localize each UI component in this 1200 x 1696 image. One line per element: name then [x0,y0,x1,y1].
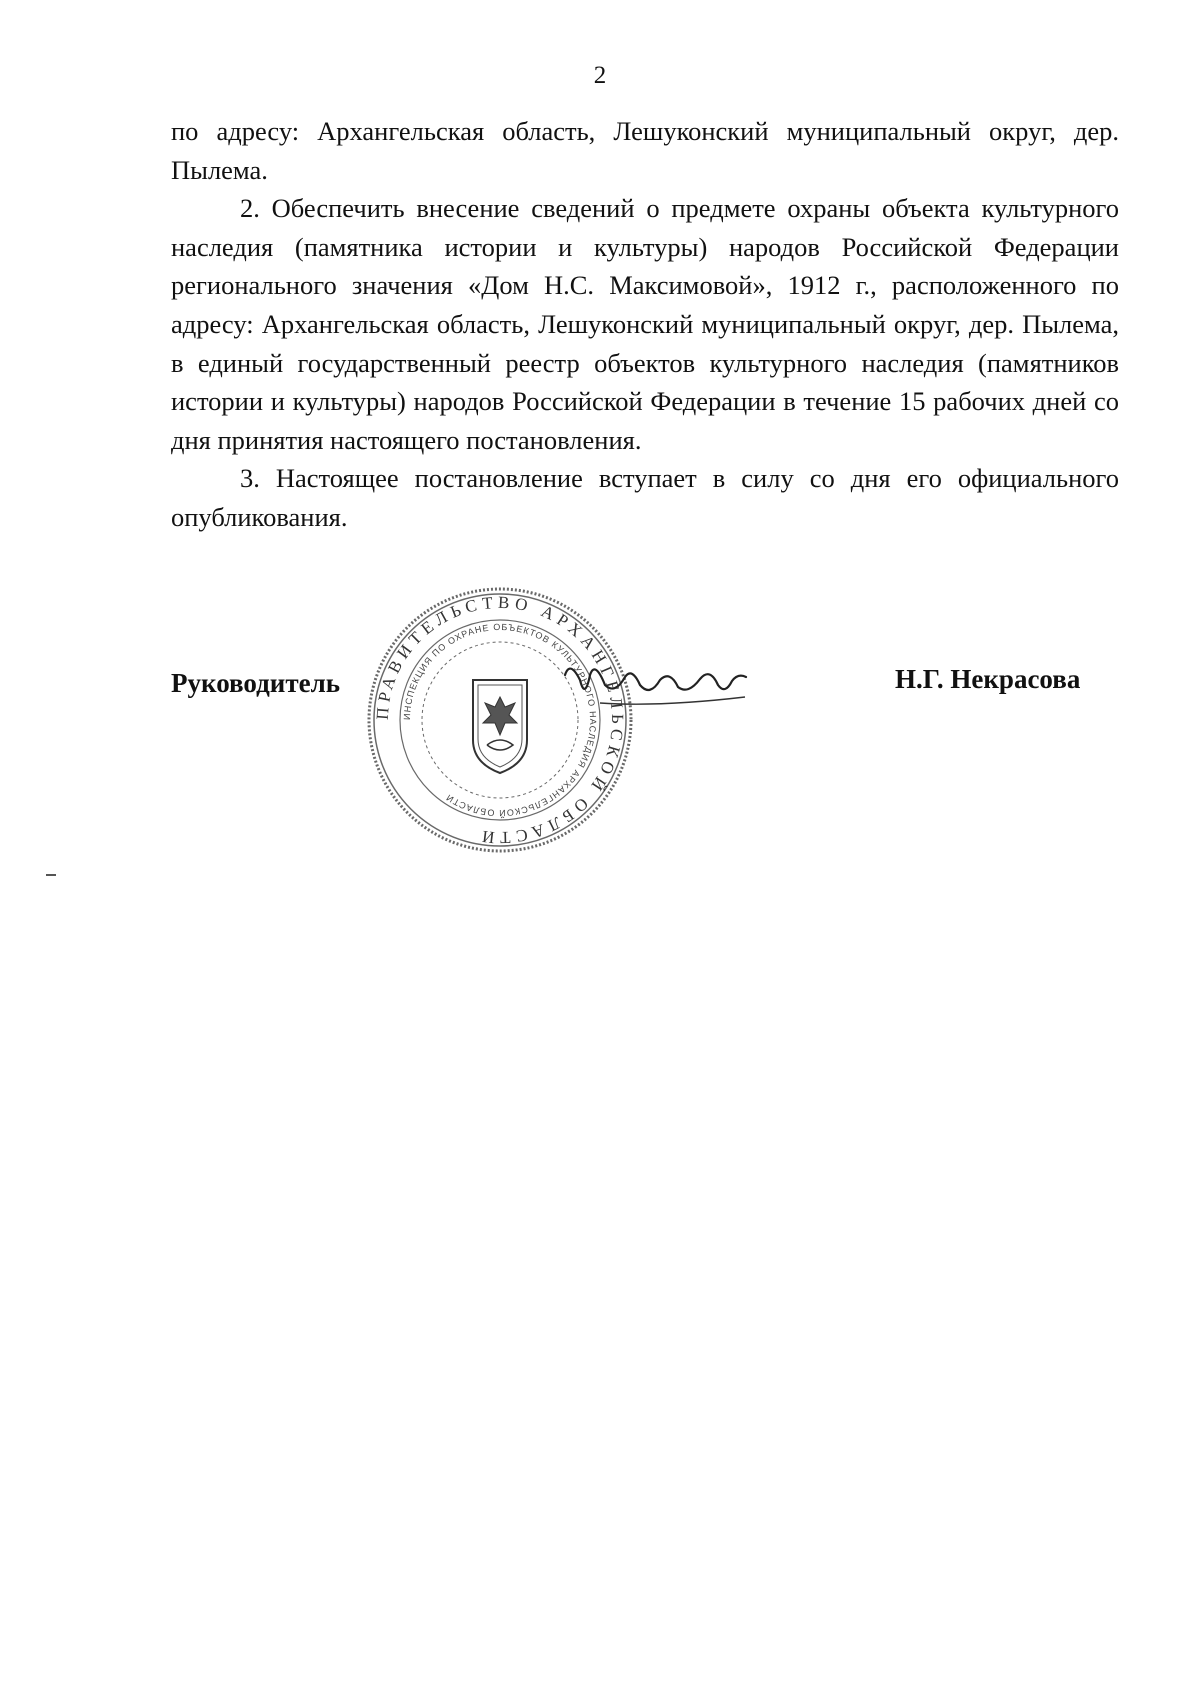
paragraph-3: 3. Настоящее постановление вступает в силу со дня его официального опубликования. [171,463,1119,532]
seal-inner-text: ИНСПЕКЦИЯ ПО ОХРАНЕ ОБЪЕКТОВ КУЛЬТУРНОГО НАСЛЕДИЯ АРХАНГЕЛЬСКОЙ ОБЛАСТИ [401,621,599,819]
document-body [171,112,1119,537]
coat-of-arms-icon [473,680,527,773]
page-number: 2 [593,62,607,89]
signatory-title: Руководитель [171,668,341,698]
signatory-name: Н.Г. Некрасова [895,664,1081,694]
paragraph-1: по адресу: Архангельская область, Лешуконский муниципальный округ, дер. Пылема. [171,116,1119,185]
seal-outer-text: ПРАВИТЕЛЬСТВО АРХАНГЕЛЬСКОЙ ОБЛАСТИ [372,592,628,848]
handwritten-signature [560,655,750,725]
scan-artifact [46,874,56,876]
paragraph-2: 2. Обеспечить внесение сведений о предмете охраны объекта культурного наследия (памятника истории и культуры) народов Российской Федерации регионального значения «Дом Н.С. Максимовой», 1912 г., расположенного по адресу: Архангельская область, Лешуконский муниципальный округ, дер. Пылема, в единый государственный реестр объектов культурного наследия (памятников истории и культуры) народов Российской Федерации в течение 15 рабочих дней со дня принятия настоящего постановления. [171,193,1119,455]
